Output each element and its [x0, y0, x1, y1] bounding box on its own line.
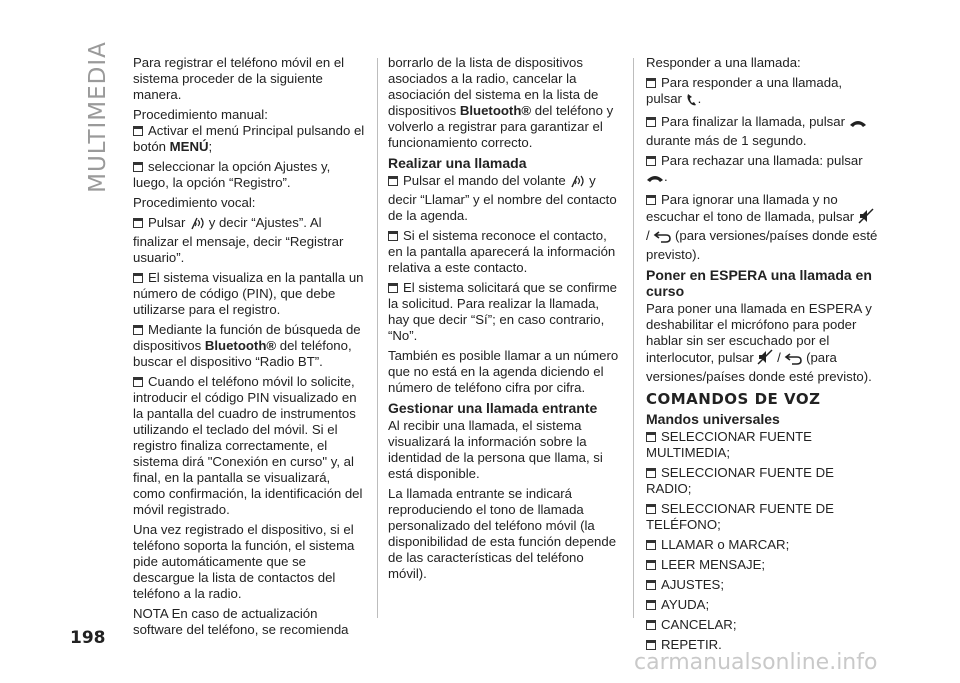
list-item: LLAMAR o MARCAR; — [646, 537, 878, 553]
paragraph: NOTA En caso de actualización software del teléfono, se recomienda — [133, 606, 349, 637]
list-item: Para rechazar una llamada: pulsar . — [646, 153, 878, 188]
paragraph: Responder a una llamada: — [646, 55, 801, 70]
paragraph: Procedimiento vocal: — [133, 195, 256, 210]
list-item: Pulsar y decir “Ajustes”. Al finalizar el mensaje, decir “Registrar usuario”. — [133, 215, 344, 265]
section-heading: Mandos universales — [646, 411, 780, 427]
checkbox-icon — [646, 600, 656, 610]
paragraph: Una vez registrado el dispositivo, si el teléfono soporta la función, el sistema pide automáticamente que se descargue la lista de contactos del teléfono a la radio. — [133, 522, 355, 601]
checkbox-icon — [133, 273, 143, 283]
checkbox-icon — [133, 162, 143, 172]
list-item: Mediante la función de búsqueda de dispositivos Bluetooth® del teléfono, buscar el dispositivo “Radio BT”. — [133, 322, 361, 369]
list-item: El sistema solicitará que se confirme la solicitud. Para realizar la llamada, hay que decir “Sí”; en caso contrario, “No”. — [388, 280, 618, 343]
checkbox-icon — [646, 580, 656, 590]
paragraph: Para poner una llamada en ESPERA y deshabilitar el micrófono para poder hablar sin ser escuchado por el interlocutor, pulsar / (para versiones/países donde esté previsto). — [646, 301, 872, 384]
column-3 — [646, 55, 878, 657]
checkbox-icon — [133, 377, 143, 387]
section-heading: Poner en ESPERA una llamada en curso — [646, 267, 872, 299]
list-item: SELECCIONAR FUENTE DE TELÉFONO; — [646, 501, 834, 532]
list-item: Para ignorar una llamada y no escuchar el tono de llamada, pulsar / (para versiones/países donde esté previsto). — [646, 192, 878, 262]
column-divider — [377, 58, 378, 618]
list-item: AJUSTES; — [646, 577, 878, 593]
checkbox-icon — [646, 504, 656, 514]
list-item: SELECCIONAR FUENTE MULTIMEDIA; — [646, 429, 812, 460]
checkbox-icon — [133, 325, 143, 335]
paragraph: También es posible llamar a un número que no está en la agenda diciendo el número de teléfono cifra por cifra. — [388, 348, 619, 395]
phone-hangup-icon — [646, 172, 664, 188]
mute-icon — [757, 349, 773, 369]
paragraph: Procedimiento manual: — [133, 107, 268, 122]
checkbox-icon — [646, 195, 656, 205]
checkbox-icon — [133, 126, 143, 136]
checkbox-icon — [388, 231, 398, 241]
list-item: Para finalizar la llamada, pulsar durante más de 1 segundo. — [646, 114, 878, 149]
checkbox-icon — [646, 540, 656, 550]
checkbox-icon — [646, 432, 656, 442]
paragraph: Al recibir una llamada, el sistema visualizará la información sobre la identidad de la persona que llama, si está disponible. — [388, 418, 603, 481]
list-item: REPETIR. — [646, 637, 878, 653]
list-item: Cuando el teléfono móvil lo solicite, introducir el código PIN visualizado en la pantalla del cuadro de instrumentos utilizando el teclado del móvil. Si el registro finaliza correctamente, el sistema dirá "Conexión en curso" y, al final, en la pantalla se visualizará, como confirmación, la identificación del móvil registrado. — [133, 374, 363, 517]
phone-hangup-icon — [849, 117, 867, 133]
list-item: AYUDA; — [646, 597, 878, 613]
voice-command-icon — [189, 216, 205, 234]
paragraph: borrarlo de la lista de dispositivos asociados a la radio, cancelar la asociación del sistema en la lista de dispositivos Bluetooth® del teléfono y volverlo a registrar para garantizar el funcionamiento correcto. — [388, 55, 614, 150]
phone-answer-icon — [686, 93, 698, 110]
section-heading: Realizar una llamada — [388, 155, 527, 171]
section-title: MULTIMEDIA — [85, 41, 111, 193]
page-number: 198 — [70, 628, 106, 648]
list-item: SELECCIONAR FUENTE DE RADIO; — [646, 465, 834, 496]
checkbox-icon — [388, 283, 398, 293]
paragraph: Para registrar el teléfono móvil en el sistema proceder de la siguiente manera. — [133, 55, 345, 102]
list-item: Para responder a una llamada, pulsar . — [646, 75, 878, 110]
list-item: CANCELAR; — [646, 617, 878, 633]
checkbox-icon — [646, 560, 656, 570]
column-divider — [633, 58, 634, 618]
column-1 — [133, 55, 365, 642]
paragraph: La llamada entrante se indicará reproduciendo el tono de llamada personalizado del teléfono móvil (la disponibilidad de esta función depende de las características del teléfono móvil). — [388, 486, 617, 581]
checkbox-icon — [646, 620, 656, 630]
checkbox-icon — [133, 218, 143, 228]
list-item: Pulsar el mando del volante y decir “Llamar” y el nombre del contacto de la agenda. — [388, 173, 617, 223]
return-arrow-icon — [784, 353, 802, 369]
list-item: Activar el menú Principal pulsando el botón MENÚ; — [133, 123, 365, 154]
checkbox-icon — [646, 468, 656, 478]
section-heading: COMANDOS DE VOZ — [646, 390, 821, 408]
column-2 — [388, 55, 620, 586]
return-arrow-icon — [653, 231, 671, 247]
checkbox-icon — [646, 78, 656, 88]
checkbox-icon — [646, 640, 656, 650]
checkbox-icon — [388, 176, 398, 186]
list-item: LEER MENSAJE; — [646, 557, 878, 573]
watermark-link[interactable]: carmanualsonline.info — [634, 650, 878, 675]
list-item: Si el sistema reconoce el contacto, en la pantalla aparecerá la información relativa a este contacto. — [388, 228, 616, 275]
checkbox-icon — [646, 117, 656, 127]
mute-icon — [858, 208, 874, 228]
checkbox-icon — [646, 156, 656, 166]
section-heading: Gestionar una llamada entrante — [388, 400, 598, 416]
list-item: El sistema visualiza en la pantalla un número de código (PIN), que debe utilizarse para el registro. — [133, 270, 364, 317]
voice-command-icon — [569, 174, 585, 192]
list-item: seleccionar la opción Ajustes y, luego, la opción “Registro”. — [133, 159, 331, 190]
